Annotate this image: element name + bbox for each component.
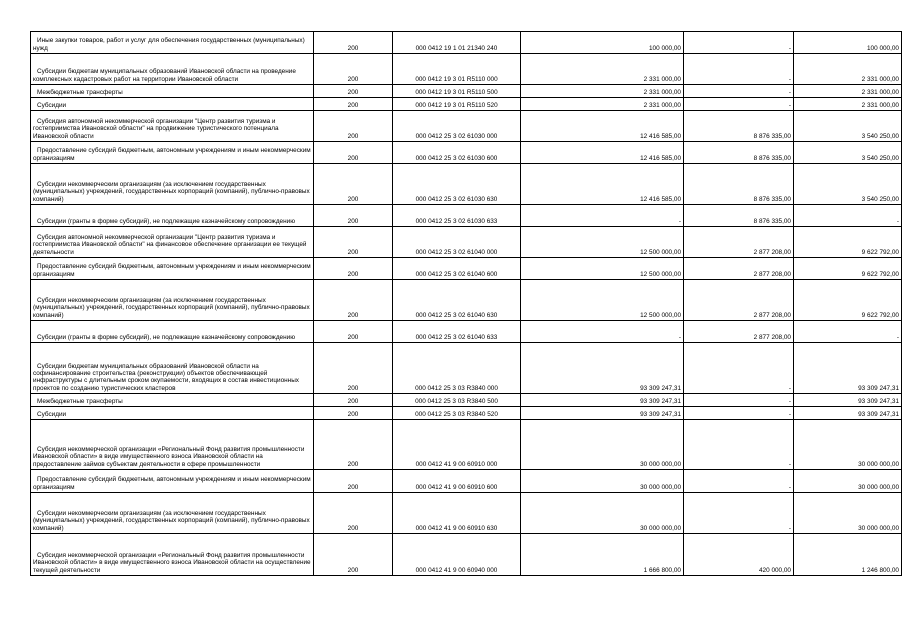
row-line-code-cell: 200 [314,111,393,142]
row-unexecuted-cell: 30 000 000,00 [794,420,902,470]
table-row [31,258,902,280]
row-executed-cell: 2 877 208,00 [684,227,794,258]
row-unexecuted-cell: 93 309 247,31 [794,343,902,394]
row-name-cell: Субсидия некоммерческой организации «Региональный Фонд развития промышленности Ивановской области» в виде имущественного взноса Ивановской области на предоставление займов субъектам деятельности в сфере промышленности [31,420,314,470]
row-name-cell: Субсидии некоммерческим организациям (за исключением государственных (муниципальных) учреждений, государственных корпораций (компаний), публично-правовых компаний) [31,164,314,205]
table-row [31,85,902,98]
row-executed-cell: - [684,394,794,407]
row-unexecuted-cell: 3 540 250,00 [794,164,902,205]
row-budget-code-cell: 000 0412 25 3 02 61040 633 [393,321,521,343]
row-name-cell: Субсидии некоммерческим организациям (за исключением государственных (муниципальных) учреждений, государственных корпораций (компаний), публично-правовых компаний) [31,280,314,321]
row-approved-cell: - [521,321,684,343]
row-line-code-cell: 200 [314,258,393,280]
table-row [31,470,902,493]
table-row [31,227,902,258]
row-approved-cell: 1 666 800,00 [521,534,684,576]
row-line-code-cell: 200 [314,407,393,420]
table-row [31,280,902,321]
row-budget-code-cell: 000 0412 41 9 00 60910 630 [393,493,521,534]
row-budget-code-cell: 000 0412 25 3 02 61040 600 [393,258,521,280]
row-unexecuted-cell: 2 331 000,00 [794,85,902,98]
table-row [31,394,902,407]
table-row [31,54,902,85]
row-executed-cell: 2 877 208,00 [684,258,794,280]
row-approved-cell: - [521,205,684,227]
row-executed-cell: 8 876 335,00 [684,164,794,205]
row-line-code-cell: 200 [314,420,393,470]
row-name-cell: Иные закупки товаров, работ и услуг для обеспечения государственных (муниципальных) нужд [31,32,314,54]
row-approved-cell: 2 331 000,00 [521,98,684,111]
row-executed-cell: 420 000,00 [684,534,794,576]
row-budget-code-cell: 000 0412 41 9 00 60910 600 [393,470,521,493]
row-approved-cell: 93 309 247,31 [521,394,684,407]
row-approved-cell: 100 000,00 [521,32,684,54]
row-executed-cell: 8 876 335,00 [684,205,794,227]
row-unexecuted-cell: 30 000 000,00 [794,470,902,493]
row-name-cell: Предоставление субсидий бюджетным, автономным учреждениям и иным некоммерческим организациям [31,142,314,164]
row-line-code-cell: 200 [314,534,393,576]
table-row [31,407,902,420]
row-unexecuted-cell: 93 309 247,31 [794,407,902,420]
row-unexecuted-cell: 9 622 792,00 [794,227,902,258]
row-name-cell: Субсидии (гранты в форме субсидий), не подлежащие казначейскому сопровождению [31,321,314,343]
row-approved-cell: 12 500 000,00 [521,227,684,258]
row-budget-code-cell: 000 0412 25 3 02 61030 600 [393,142,521,164]
row-unexecuted-cell: 30 000 000,00 [794,493,902,534]
row-approved-cell: 12 416 585,00 [521,142,684,164]
row-line-code-cell: 200 [314,32,393,54]
row-approved-cell: 93 309 247,31 [521,343,684,394]
row-approved-cell: 2 331 000,00 [521,85,684,98]
row-line-code-cell: 200 [314,142,393,164]
table-row [31,205,902,227]
row-budget-code-cell: 000 0412 25 3 02 61040 000 [393,227,521,258]
table-row [31,164,902,205]
row-executed-cell: 2 877 208,00 [684,321,794,343]
table-row [31,493,902,534]
table-row [31,420,902,470]
row-line-code-cell: 200 [314,470,393,493]
row-executed-cell: - [684,407,794,420]
row-budget-code-cell: 000 0412 19 3 01 R5110 000 [393,54,521,85]
budget-table-body [31,32,902,576]
row-unexecuted-cell: - [794,321,902,343]
row-line-code-cell: 200 [314,205,393,227]
row-line-code-cell: 200 [314,85,393,98]
row-line-code-cell: 200 [314,493,393,534]
row-unexecuted-cell: - [794,205,902,227]
table-row [31,534,902,576]
table-row [31,343,902,394]
row-line-code-cell: 200 [314,280,393,321]
row-budget-code-cell: 000 0412 25 3 03 R3840 000 [393,343,521,394]
row-name-cell: Межбюджетные трансферты [31,85,314,98]
row-executed-cell: - [684,470,794,493]
row-budget-code-cell: 000 0412 25 3 02 61030 630 [393,164,521,205]
row-executed-cell: - [684,54,794,85]
row-name-cell: Субсидии (гранты в форме субсидий), не подлежащие казначейскому сопровождению [31,205,314,227]
table-row [31,111,902,142]
table-row [31,98,902,111]
row-budget-code-cell: 000 0412 25 3 03 R3840 500 [393,394,521,407]
row-unexecuted-cell: 93 309 247,31 [794,394,902,407]
row-name-cell: Предоставление субсидий бюджетным, автономным учреждениям и иным некоммерческим организациям [31,258,314,280]
row-budget-code-cell: 000 0412 25 3 02 61030 633 [393,205,521,227]
row-unexecuted-cell: 2 331 000,00 [794,98,902,111]
row-executed-cell: - [684,493,794,534]
row-approved-cell: 12 500 000,00 [521,258,684,280]
budget-table [30,31,902,576]
row-name-cell: Межбюджетные трансферты [31,394,314,407]
row-budget-code-cell: 000 0412 19 3 01 R5110 520 [393,98,521,111]
table-row [31,142,902,164]
row-executed-cell: - [684,85,794,98]
row-approved-cell: 30 000 000,00 [521,420,684,470]
row-line-code-cell: 200 [314,394,393,407]
row-budget-code-cell: 000 0412 19 3 01 R5110 500 [393,85,521,98]
row-executed-cell: - [684,32,794,54]
row-line-code-cell: 200 [314,321,393,343]
row-budget-code-cell: 000 0412 25 3 03 R3840 520 [393,407,521,420]
row-name-cell: Субсидии бюджетам муниципальных образований Ивановской области на проведение комплексных кадастровых работ на территории Ивановской области [31,54,314,85]
row-name-cell: Субсидия некоммерческой организации «Региональный Фонд развития промышленности Ивановской области» в виде имущественного взноса Ивановской области на осуществление текущей деятельности [31,534,314,576]
row-executed-cell: - [684,343,794,394]
row-unexecuted-cell: 9 622 792,00 [794,280,902,321]
row-unexecuted-cell: 9 622 792,00 [794,258,902,280]
row-budget-code-cell: 000 0412 25 3 02 61030 000 [393,111,521,142]
row-budget-code-cell: 000 0412 25 3 02 61040 630 [393,280,521,321]
row-line-code-cell: 200 [314,98,393,111]
row-approved-cell: 12 416 585,00 [521,111,684,142]
row-name-cell: Предоставление субсидий бюджетным, автономным учреждениям и иным некоммерческим организациям [31,470,314,493]
table-row [31,32,902,54]
row-executed-cell: 8 876 335,00 [684,111,794,142]
table-row [31,321,902,343]
row-unexecuted-cell: 1 246 800,00 [794,534,902,576]
row-approved-cell: 30 000 000,00 [521,493,684,534]
row-name-cell: Субсидии [31,407,314,420]
row-unexecuted-cell: 2 331 000,00 [794,54,902,85]
row-approved-cell: 12 416 585,00 [521,164,684,205]
row-line-code-cell: 200 [314,227,393,258]
row-approved-cell: 2 331 000,00 [521,54,684,85]
row-name-cell: Субсидия автономной некоммерческой организации "Центр развития туризма и гостеприимства Ивановской области" на продвижение туристического потенциала Ивановской области [31,111,314,142]
row-budget-code-cell: 000 0412 41 9 00 60910 000 [393,420,521,470]
row-executed-cell: 2 877 208,00 [684,280,794,321]
row-budget-code-cell: 000 0412 19 1 01 21340 240 [393,32,521,54]
row-unexecuted-cell: 3 540 250,00 [794,111,902,142]
row-budget-code-cell: 000 0412 41 9 00 60940 000 [393,534,521,576]
row-executed-cell: 8 876 335,00 [684,142,794,164]
row-approved-cell: 30 000 000,00 [521,470,684,493]
row-name-cell: Субсидии бюджетам муниципальных образований Ивановской области на софинансирование строительства (реконструкции) объектов обеспечивающей инфраструктуры с длительным сроком окупаемости, входящих в состав инвестиционных проектов по созданию туристических кластеров [31,343,314,394]
row-approved-cell: 12 500 000,00 [521,280,684,321]
row-unexecuted-cell: 3 540 250,00 [794,142,902,164]
row-line-code-cell: 200 [314,54,393,85]
row-name-cell: Субсидия автономной некоммерческой организации "Центр развития туризма и гостеприимства Ивановской области" на финансовое обеспечение организации ее текущей деятельности [31,227,314,258]
row-name-cell: Субсидии некоммерческим организациям (за исключением государственных (муниципальных) учреждений, государственных корпораций (компаний), публично-правовых компаний) [31,493,314,534]
row-unexecuted-cell: 100 000,00 [794,32,902,54]
row-executed-cell: - [684,420,794,470]
row-approved-cell: 93 309 247,31 [521,407,684,420]
row-line-code-cell: 200 [314,164,393,205]
row-name-cell: Субсидии [31,98,314,111]
row-line-code-cell: 200 [314,343,393,394]
row-executed-cell: - [684,98,794,111]
